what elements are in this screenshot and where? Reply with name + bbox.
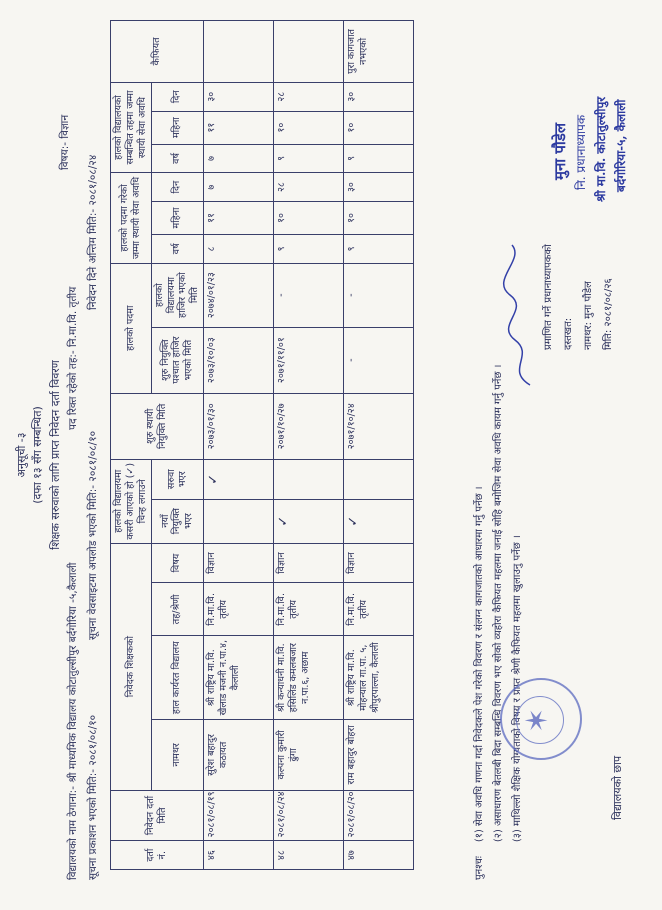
notes-label: पुनश्चः — [474, 856, 485, 880]
cell-day-1: २८ — [274, 173, 344, 202]
cell-year-2: ९ — [344, 144, 414, 173]
th-start-date: शुरु नियुक्ति पश्चात हाजिर भएको मिति — [151, 327, 204, 393]
cell-subject: विज्ञान — [344, 543, 414, 583]
cell-level: नि.मा.वि. तृतीय — [204, 583, 274, 636]
cell-remark: पुरा कागजात नभएको — [344, 21, 414, 83]
cell-day-2: ३० — [204, 82, 274, 111]
cell-name: राम बहादुर बोहरा — [344, 720, 414, 791]
cell-month-1: १० — [274, 201, 344, 234]
cell-perm: २०७१/१०/२४ — [344, 393, 414, 459]
page-title: शिक्षक सरुवाको लागि प्राप्त निवेदन दर्ता विवरण — [49, 360, 62, 550]
cell-level: नि.मा.वि. तृतीय — [274, 583, 344, 636]
cell-transfer — [274, 459, 344, 499]
website-date: सूचना वेवसाइटमा अपलोड भएको मिति:- २०८१/०८/१० — [87, 430, 99, 640]
cell-remark — [204, 21, 274, 83]
cell-school: श्री कन्याधनी मा.वि. हसिलिंड कमलबजार न.पा.६, अछाम — [274, 636, 344, 720]
certify-label: प्रमाणित गर्ने प्रधानाध्यापकको — [543, 244, 554, 350]
cell-no: ४७ — [344, 841, 414, 870]
signature-label: दस्तखत: — [563, 317, 574, 350]
th-current-post: हालको पदमा — [111, 263, 152, 393]
cell-date: २०८१/०८/२४ — [274, 790, 344, 841]
cell-no: ४८ — [274, 841, 344, 870]
th-transfer: सरुवा भएर — [151, 459, 204, 499]
cell-name: सुरेश बहादुर कठायत — [204, 720, 274, 791]
cell-date: २०८१/०८/२० — [344, 790, 414, 841]
subject: विषय:- विज्ञान — [59, 114, 71, 170]
cell-start: २०७१/११/०१ — [274, 327, 344, 393]
cell-day-2: ३० — [344, 82, 414, 111]
annex-label: अनुसूची -३ — [15, 432, 28, 478]
th-subject: विषय — [151, 543, 204, 583]
certify-date: मिति: २०८१/०८/२६ — [603, 278, 614, 350]
th-year-2: वर्ष — [151, 144, 204, 173]
th-remarks: कैफियत — [111, 21, 204, 83]
cell-subject: विज्ञान — [274, 543, 344, 583]
cell-start: २०७३/१०/०३ — [204, 327, 274, 393]
stamp-title: नि. प्रधानाध्यापक — [574, 114, 588, 190]
th-present-date: हालको विद्यालयमा हाजिर भएको मिति — [151, 263, 204, 327]
cell-year-2: ९ — [274, 144, 344, 173]
th-school-service: हालको विद्यालयको सम्बन्धित तहमा जम्मा स्थायी सेवा अवधि — [111, 82, 152, 172]
cell-perm: २०७१/१०/२७ — [274, 393, 344, 459]
th-year-1: वर्ष — [151, 235, 204, 264]
cell-present: - — [344, 263, 414, 327]
th-current-service: हालको पदमा गरेको जम्मा स्थायी सेवा अवधि — [111, 173, 152, 263]
cell-day-1: ३० — [344, 173, 414, 202]
note-1: (१) सेवा अवधि गणना गर्दा निवेदकले पेश गरेको विवरण र संलग्न कागजातको आधारमा गर्नु पर्नेछ । — [474, 486, 485, 843]
cell-year-1: ९ — [274, 235, 344, 264]
cell-day-2: २८ — [274, 82, 344, 111]
star-icon: ✶ — [520, 707, 555, 733]
school-seal-label: विद्यालयको छाप — [611, 755, 624, 820]
principal-name: नामथर: मुना पौडेल — [583, 281, 594, 350]
cell-start: - — [344, 327, 414, 393]
note-2: (२) असाधारण बेतलबी बिदा सम्बन्धि विवरण भए सोको व्यहोरा कैफियत महलमा जनाई सोहि बमोजिम सेवा अवधि कायम गर्नु पर्नेछ । — [493, 364, 504, 843]
cell-transfer — [344, 459, 414, 499]
th-day-2: दिन — [151, 82, 204, 111]
cell-remark — [274, 21, 344, 83]
th-month-2: महिना — [151, 111, 204, 144]
table-row — [344, 21, 414, 870]
cell-transfer: ✓ — [204, 459, 274, 499]
table-row — [274, 21, 344, 870]
cell-year-2: ७ — [204, 144, 274, 173]
th-reg-no: दर्ता नं. — [111, 841, 204, 870]
cell-school: श्री राष्ट्रिय मा.वि. मोहन्याल गा.पा. ५, श्रीपुरपाल्ला, कैलाली — [344, 636, 414, 720]
th-reg-date: निवेदन दर्ता मिति — [111, 790, 204, 841]
clause-label: (दफा १३ सँग सम्बन्धित) — [31, 406, 44, 504]
th-month-1: महिना — [151, 201, 204, 234]
cell-date: २०८१/०८/१९ — [204, 790, 274, 841]
th-how-appointed: हालको विद्यालयमा कसरी आएको हो (✓) चिन्ह लगाउने — [111, 459, 152, 543]
table-row — [204, 21, 274, 870]
note-3: (३) माथिल्लो शैक्षिक योग्यताको विषय र प्राप्त श्रेणी कैफियत महलमा खुलाउनु पर्नेछ । — [512, 535, 523, 843]
notes-block — [470, 365, 527, 880]
th-current-school: हाल कार्यरत विद्यालय — [151, 636, 204, 720]
cell-month-2: १० — [274, 111, 344, 144]
th-applicant: निवेदक शिक्षकको — [111, 543, 152, 790]
cell-present: - — [274, 263, 344, 327]
cell-year-1: ८ — [204, 235, 274, 264]
cell-new-appt — [204, 499, 274, 543]
cell-new-appt: ✓ — [344, 499, 414, 543]
stamp-address: बर्दगोरिया-५, कैलाली — [614, 99, 628, 192]
cell-month-2: १० — [344, 111, 414, 144]
stamp-school: श्री मा.वि. कोटातुल्सीपुर — [594, 96, 608, 202]
vacant-post: पद रिक्त रहेको तह:- नि.मा.वि. तृतीय — [67, 286, 79, 430]
cell-school: श्री राष्ट्रिय मा.वि. खैलाड मजनी न.पा.४, कैलाली — [204, 636, 274, 720]
school-name: विद्यालयको नाम ठेगाना:- श्री माध्यमिक विद्यालय कोटातुल्सीपुर बर्दगोरिया -५,कैलाली — [67, 562, 79, 880]
th-name: नामथर — [151, 720, 204, 791]
handwritten-signature-icon — [500, 240, 540, 390]
cell-no: ४६ — [204, 841, 274, 870]
cell-level: नि.मा.वि. तृतीय — [344, 583, 414, 636]
th-perm-appt: शुरु स्थायी नियुक्ति मिति — [111, 393, 204, 459]
cell-year-1: ९ — [344, 235, 414, 264]
notice-date: सूचना प्रकाशन भएको मिति:- २०८१/०८/१० — [87, 714, 99, 880]
stamp-name: मुना पौडेल — [551, 122, 569, 180]
cell-perm: २०७३/०१/३० — [204, 393, 274, 459]
cell-subject: विज्ञान — [204, 543, 274, 583]
cell-month-1: १० — [344, 201, 414, 234]
th-new-appt: नयाँ नियुक्ति भएर — [151, 499, 204, 543]
cell-present: २०७४/०१/२३ — [204, 263, 274, 327]
cell-new-appt: ✓ — [274, 499, 344, 543]
th-day-1: दिन — [151, 173, 204, 202]
cell-name: कल्पना कुमारी ढुंगा — [274, 720, 344, 791]
cell-day-1: ७ — [204, 173, 274, 202]
th-level: तह/श्रेणी — [151, 583, 204, 636]
cell-month-2: ११ — [204, 111, 274, 144]
registration-table — [110, 20, 414, 870]
cell-month-1: ११ — [204, 201, 274, 234]
deadline: निवेदन दिने अन्तिम मिति:- २०८१/०८/२४ — [87, 154, 99, 310]
